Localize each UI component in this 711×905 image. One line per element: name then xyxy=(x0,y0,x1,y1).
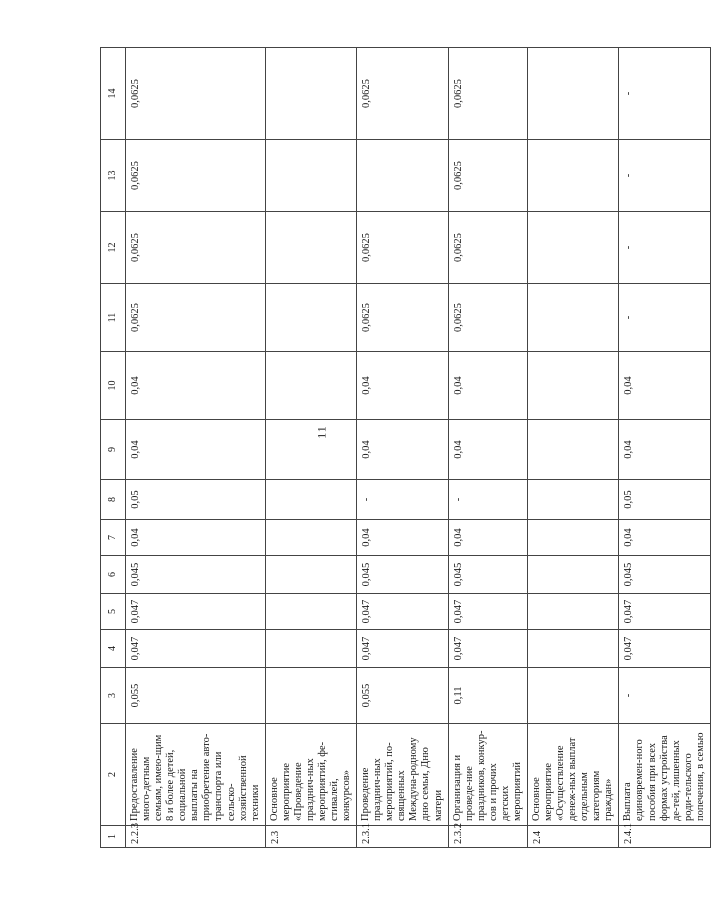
value-cell: 0,04 xyxy=(448,352,527,420)
value-cell xyxy=(265,140,356,212)
row-description: Основное мероприятие «Проведение празднич-ных мероприятий, фе-стивалей, конкурсов» xyxy=(265,724,356,826)
value-cell: 0,047 xyxy=(126,630,266,668)
header-cell: 5 xyxy=(101,594,126,630)
value-cell xyxy=(527,594,618,630)
value-cell: 0,055 xyxy=(357,668,448,724)
value-cell: 0,05 xyxy=(619,480,710,520)
value-cell: 0,0625 xyxy=(448,284,527,352)
value-cell: - xyxy=(619,48,710,140)
value-cell xyxy=(265,556,356,594)
header-cell: 2 xyxy=(101,724,126,826)
value-cell: - xyxy=(619,284,710,352)
value-cell xyxy=(527,352,618,420)
value-cell xyxy=(527,556,618,594)
row-description: Выплата единовремен-ного пособия при всех формах устройства де-тей, лишенных роди-тельского попечения, в семью xyxy=(619,724,710,826)
value-cell: 0,055 xyxy=(126,668,266,724)
value-cell: 0,0625 xyxy=(448,48,527,140)
header-cell: 7 xyxy=(101,520,126,556)
value-cell: 0,0625 xyxy=(357,212,448,284)
value-cell xyxy=(265,594,356,630)
header-cell: 9 xyxy=(101,420,126,480)
header-cell: 10 xyxy=(101,352,126,420)
value-cell: 0,047 xyxy=(619,630,710,668)
table-row xyxy=(126,48,266,848)
value-cell: - xyxy=(448,480,527,520)
value-cell: 0,11 xyxy=(448,668,527,724)
value-cell: 0,045 xyxy=(448,556,527,594)
value-cell: 0,04 xyxy=(357,520,448,556)
budget-table xyxy=(100,47,711,848)
value-cell xyxy=(265,284,356,352)
value-cell xyxy=(527,212,618,284)
value-cell xyxy=(527,140,618,212)
value-cell: 0,0625 xyxy=(126,48,266,140)
value-cell: 0,04 xyxy=(448,420,527,480)
header-cell: 6 xyxy=(101,556,126,594)
value-cell: 0,047 xyxy=(448,594,527,630)
table-row xyxy=(357,48,448,848)
value-cell: 0,04 xyxy=(126,520,266,556)
row-description: Основное мероприятие «Осуществление денеж-ных выплат отдельным категориям граждан» xyxy=(527,724,618,826)
table-row xyxy=(527,48,618,848)
value-cell: 0,047 xyxy=(126,594,266,630)
value-cell: 0,04 xyxy=(126,420,266,480)
value-cell: - xyxy=(357,480,448,520)
value-cell: 0,045 xyxy=(126,556,266,594)
value-cell: 0,0625 xyxy=(126,212,266,284)
value-cell: 0,05 xyxy=(126,480,266,520)
value-cell: - xyxy=(619,212,710,284)
header-cell: 1 xyxy=(101,826,126,848)
value-cell: 0,04 xyxy=(357,420,448,480)
value-cell xyxy=(265,420,356,480)
header-cell: 13 xyxy=(101,140,126,212)
value-cell: 0,04 xyxy=(357,352,448,420)
value-cell xyxy=(527,284,618,352)
value-cell: 0,047 xyxy=(619,594,710,630)
value-cell: 0,04 xyxy=(448,520,527,556)
header-cell: 11 xyxy=(101,284,126,352)
value-cell xyxy=(265,352,356,420)
value-cell: 0,04 xyxy=(619,352,710,420)
value-cell: 0,045 xyxy=(619,556,710,594)
row-number: 2.3.1 xyxy=(357,826,448,848)
value-cell xyxy=(357,140,448,212)
value-cell: 0,04 xyxy=(619,420,710,480)
value-cell: 0,0625 xyxy=(448,140,527,212)
value-cell xyxy=(527,520,618,556)
value-cell: 0,0625 xyxy=(126,140,266,212)
value-cell: 0,04 xyxy=(619,520,710,556)
rotated-table-container xyxy=(100,48,706,848)
value-cell: 0,0625 xyxy=(126,284,266,352)
value-cell: 0,04 xyxy=(126,352,266,420)
row-number: 2.4.1 xyxy=(619,826,710,848)
row-description: Предоставление много-детным семьям, имею-щим 8 и более детей, социальной выплаты на приобретение авто-транспорта или сельско-хозяйственной техники xyxy=(126,724,266,826)
row-number: 2.3.2 xyxy=(448,826,527,848)
header-cell: 4 xyxy=(101,630,126,668)
value-cell xyxy=(265,212,356,284)
value-cell: 0,047 xyxy=(357,630,448,668)
value-cell xyxy=(265,668,356,724)
value-cell xyxy=(527,668,618,724)
value-cell: - xyxy=(619,668,710,724)
value-cell xyxy=(265,630,356,668)
header-cell: 3 xyxy=(101,668,126,724)
header-cell: 8 xyxy=(101,480,126,520)
value-cell xyxy=(265,480,356,520)
value-cell xyxy=(527,420,618,480)
table-row xyxy=(448,48,527,848)
table-row xyxy=(265,48,356,848)
header-cell: 12 xyxy=(101,212,126,284)
value-cell: 0,0625 xyxy=(357,48,448,140)
row-number: 2.2.3 xyxy=(126,826,266,848)
value-cell xyxy=(265,520,356,556)
value-cell xyxy=(265,48,356,140)
value-cell: 0,047 xyxy=(448,630,527,668)
value-cell xyxy=(527,48,618,140)
table-row xyxy=(619,48,710,848)
value-cell xyxy=(527,480,618,520)
header-cell: 14 xyxy=(101,48,126,140)
row-description: Проведение празднич-ных мероприятий, по-священных Междуна-родному дню семьи, Дню матери xyxy=(357,724,448,826)
value-cell: 0,047 xyxy=(357,594,448,630)
row-number: 2.3 xyxy=(265,826,356,848)
value-cell: 0,0625 xyxy=(357,284,448,352)
value-cell: - xyxy=(619,140,710,212)
value-cell: 0,0625 xyxy=(448,212,527,284)
value-cell xyxy=(527,630,618,668)
row-description: Организация и проведе-ние праздников, конкур-сов и прочих детских мероприятий xyxy=(448,724,527,826)
row-number: 2.4 xyxy=(527,826,618,848)
page-number: 11 xyxy=(314,425,329,439)
value-cell: 0,045 xyxy=(357,556,448,594)
table-header-row xyxy=(101,48,126,848)
